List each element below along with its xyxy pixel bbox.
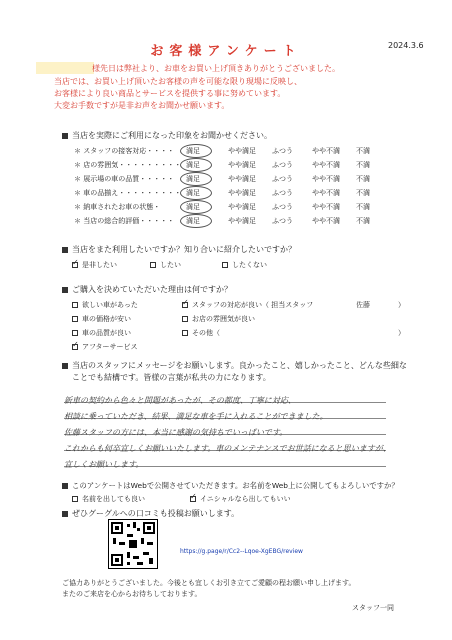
q1-scale-option[interactable]: 満足: [186, 189, 200, 197]
q3-left-4[interactable]: ✓アフターサービス: [72, 342, 138, 352]
q1-scale-option[interactable]: 不満: [356, 147, 370, 155]
q5-option-1[interactable]: 名前を出しても良い: [72, 494, 145, 504]
q1-row-label: ＊ 当店の総合的評価・・・・・: [74, 217, 175, 225]
q2-option-1[interactable]: ✓是非したい: [72, 260, 117, 270]
square-bullet-icon: [62, 133, 68, 139]
q5-option-2[interactable]: ✓ イニシャルなら出してもいい: [190, 494, 291, 504]
message-line-4: これからも何卒宜しくお願いいたします。車のメンテナンスでお世話になると思いますが、: [64, 436, 386, 451]
q1-row-label: ＊ 納車されたお車の状態・: [74, 203, 161, 211]
q1-scale-option[interactable]: ふつう: [272, 217, 293, 225]
q5-title: このアンケートはWebで公開させていただきます。お名前をWeb上に公開してもよろしいですか？: [62, 480, 399, 491]
q1-row-label: ＊ 展示場の車の品質・・・・・: [74, 175, 175, 183]
q1-scale-option[interactable]: ふつう: [272, 147, 293, 155]
footer-sign: スタッフ一同: [352, 604, 394, 612]
q1-scale-option[interactable]: 満足: [186, 161, 200, 169]
q1-scale-option[interactable]: 満足: [186, 203, 200, 211]
q4-title: 当店のスタッフにメッセージをお願いします。良かったこと、嬉しかったこと、どんな些細な: [62, 360, 407, 371]
q1-row-label: ＊ 店の雰囲気・・・・・・・・・: [74, 161, 182, 169]
selected-circle-mark: [180, 200, 212, 214]
intro-line-1: 様先日は弊社より、お車をお買い上げ頂きありがとうございました。: [92, 64, 340, 73]
intro-line-3: お客様により良い商品とサービスを提供する事に努めています。: [54, 89, 286, 98]
q1-scale-option[interactable]: 不満: [356, 161, 370, 169]
q3-right-1[interactable]: ✓スタッフの対応が良い（ 担当スタッフ: [182, 300, 313, 310]
checkbox-icon[interactable]: [190, 496, 196, 502]
selected-circle-mark: [180, 186, 212, 200]
q1-scale-option[interactable]: やや満足: [228, 217, 256, 225]
q3-left-3[interactable]: 車の品質が良い: [72, 328, 131, 338]
q1-scale-option[interactable]: やや満足: [228, 161, 256, 169]
q1-scale-option[interactable]: ふつう: [272, 203, 293, 211]
review-url-link[interactable]: https://g.page/r/Cc2--Lqoe-XgEBG/review: [180, 548, 303, 555]
q1-scale-option[interactable]: ふつう: [272, 175, 293, 183]
footer-line-1: ご協力ありがとうございました。今後とも宜しくお引き立てご愛顧の程お願い申し上げます。: [62, 579, 356, 587]
checkbox-icon[interactable]: [182, 316, 188, 322]
survey-title: お客様アンケート: [150, 44, 302, 59]
q1-scale-option[interactable]: 不満: [356, 217, 370, 225]
q1-scale-option[interactable]: 満足: [186, 147, 200, 155]
checkbox-icon[interactable]: [72, 302, 78, 308]
q1-scale-option[interactable]: やや不満: [312, 175, 340, 183]
q3-left-1[interactable]: 欲しい車があった: [72, 300, 138, 310]
checkbox-icon[interactable]: [72, 262, 78, 268]
selected-circle-mark: [180, 214, 212, 228]
customer-name-highlight: [36, 62, 94, 74]
q1-scale-option[interactable]: やや不満: [312, 147, 340, 155]
q3-right-3[interactable]: その他（: [182, 328, 220, 338]
q2-option-2[interactable]: したい: [150, 260, 181, 270]
q1-scale-option[interactable]: 満足: [186, 175, 200, 183]
q4-title-2: ことでも結構です。皆様の言葉が私共の力になります。: [72, 373, 271, 382]
q6-title: ぜひグーグルへの口コミも投稿お願いします。: [62, 508, 239, 519]
square-bullet-icon: [62, 511, 68, 517]
staff-name: 佐藤: [356, 301, 370, 309]
q2-title: 当店をまた利用したいですか？知り合いに紹介したいですか？: [62, 244, 296, 255]
paren-close-2: ）: [398, 329, 405, 337]
message-line-1: 新車の契約から色々と問題があったが、その都度、丁寧に対応、: [64, 388, 386, 403]
q3-left-2[interactable]: 車の価格が安い: [72, 314, 131, 324]
q1-scale-option[interactable]: やや不満: [312, 161, 340, 169]
q1-scale-option[interactable]: やや満足: [228, 189, 256, 197]
checkbox-icon[interactable]: [72, 496, 78, 502]
selected-circle-mark: [180, 158, 212, 172]
message-line-2: 相談に乗っていただき、結果、満足な車を手に入れることができました。: [64, 404, 386, 419]
q1-row-label: ＊ 車の品揃え・・・・・・・・・: [74, 189, 182, 197]
q1-scale-option[interactable]: やや不満: [312, 189, 340, 197]
q1-scale-option[interactable]: やや不満: [312, 203, 340, 211]
q1-scale-option[interactable]: やや満足: [228, 175, 256, 183]
checkbox-icon[interactable]: [72, 330, 78, 336]
qr-code-icon[interactable]: [108, 519, 158, 569]
q3-title: ご購入を決めていただいた理由は何ですか？: [62, 284, 232, 295]
q1-scale-option[interactable]: やや満足: [228, 203, 256, 211]
checkbox-icon[interactable]: [182, 302, 188, 308]
q3-right-2[interactable]: お店の雰囲気が良い: [182, 314, 255, 324]
footer-line-2: またのご来店を心からお待ちしております。: [62, 590, 202, 598]
q1-scale-option[interactable]: ふつう: [272, 161, 293, 169]
message-line-3: 佐藤スタッフの方には、本当に感謝の気持ちでいっぱいです。: [64, 420, 386, 435]
checkbox-icon[interactable]: [72, 316, 78, 322]
q1-scale-option[interactable]: 満足: [186, 217, 200, 225]
q1-scale-option[interactable]: 不満: [356, 175, 370, 183]
checkbox-icon[interactable]: [72, 344, 78, 350]
intro-line-2: 当店では、お買い上げ頂いたお客様の声を可能な限り現場に反映し、: [54, 77, 302, 86]
paren-close-1: ）: [398, 301, 405, 309]
q1-scale-option[interactable]: やや不満: [312, 217, 340, 225]
square-bullet-icon: [62, 363, 68, 369]
q1-title: 当店を実際にご利用になった印象をお聞かせください。: [62, 130, 272, 141]
message-line-5: 宜しくお願いします。: [64, 452, 386, 467]
q1-scale-option[interactable]: ふつう: [272, 189, 293, 197]
checkbox-icon[interactable]: [182, 330, 188, 336]
square-bullet-icon: [62, 287, 68, 293]
q2-option-3[interactable]: したくない: [222, 260, 267, 270]
q1-scale-option[interactable]: 不満: [356, 189, 370, 197]
selected-circle-mark: [180, 144, 212, 158]
selected-circle-mark: [180, 172, 212, 186]
q1-scale-option[interactable]: 不満: [356, 203, 370, 211]
square-bullet-icon: [62, 483, 68, 489]
q1-row-label: ＊ スタッフの接客対応・・・・: [74, 147, 175, 155]
q1-scale-option[interactable]: やや満足: [228, 147, 256, 155]
intro-line-4: 大変お手数ですが是非お声をお聞かせ願います。: [54, 101, 230, 110]
checkbox-icon[interactable]: [150, 262, 156, 268]
square-bullet-icon: [62, 247, 68, 253]
checkbox-icon[interactable]: [222, 262, 228, 268]
survey-date: 2024.3.6: [388, 41, 424, 50]
